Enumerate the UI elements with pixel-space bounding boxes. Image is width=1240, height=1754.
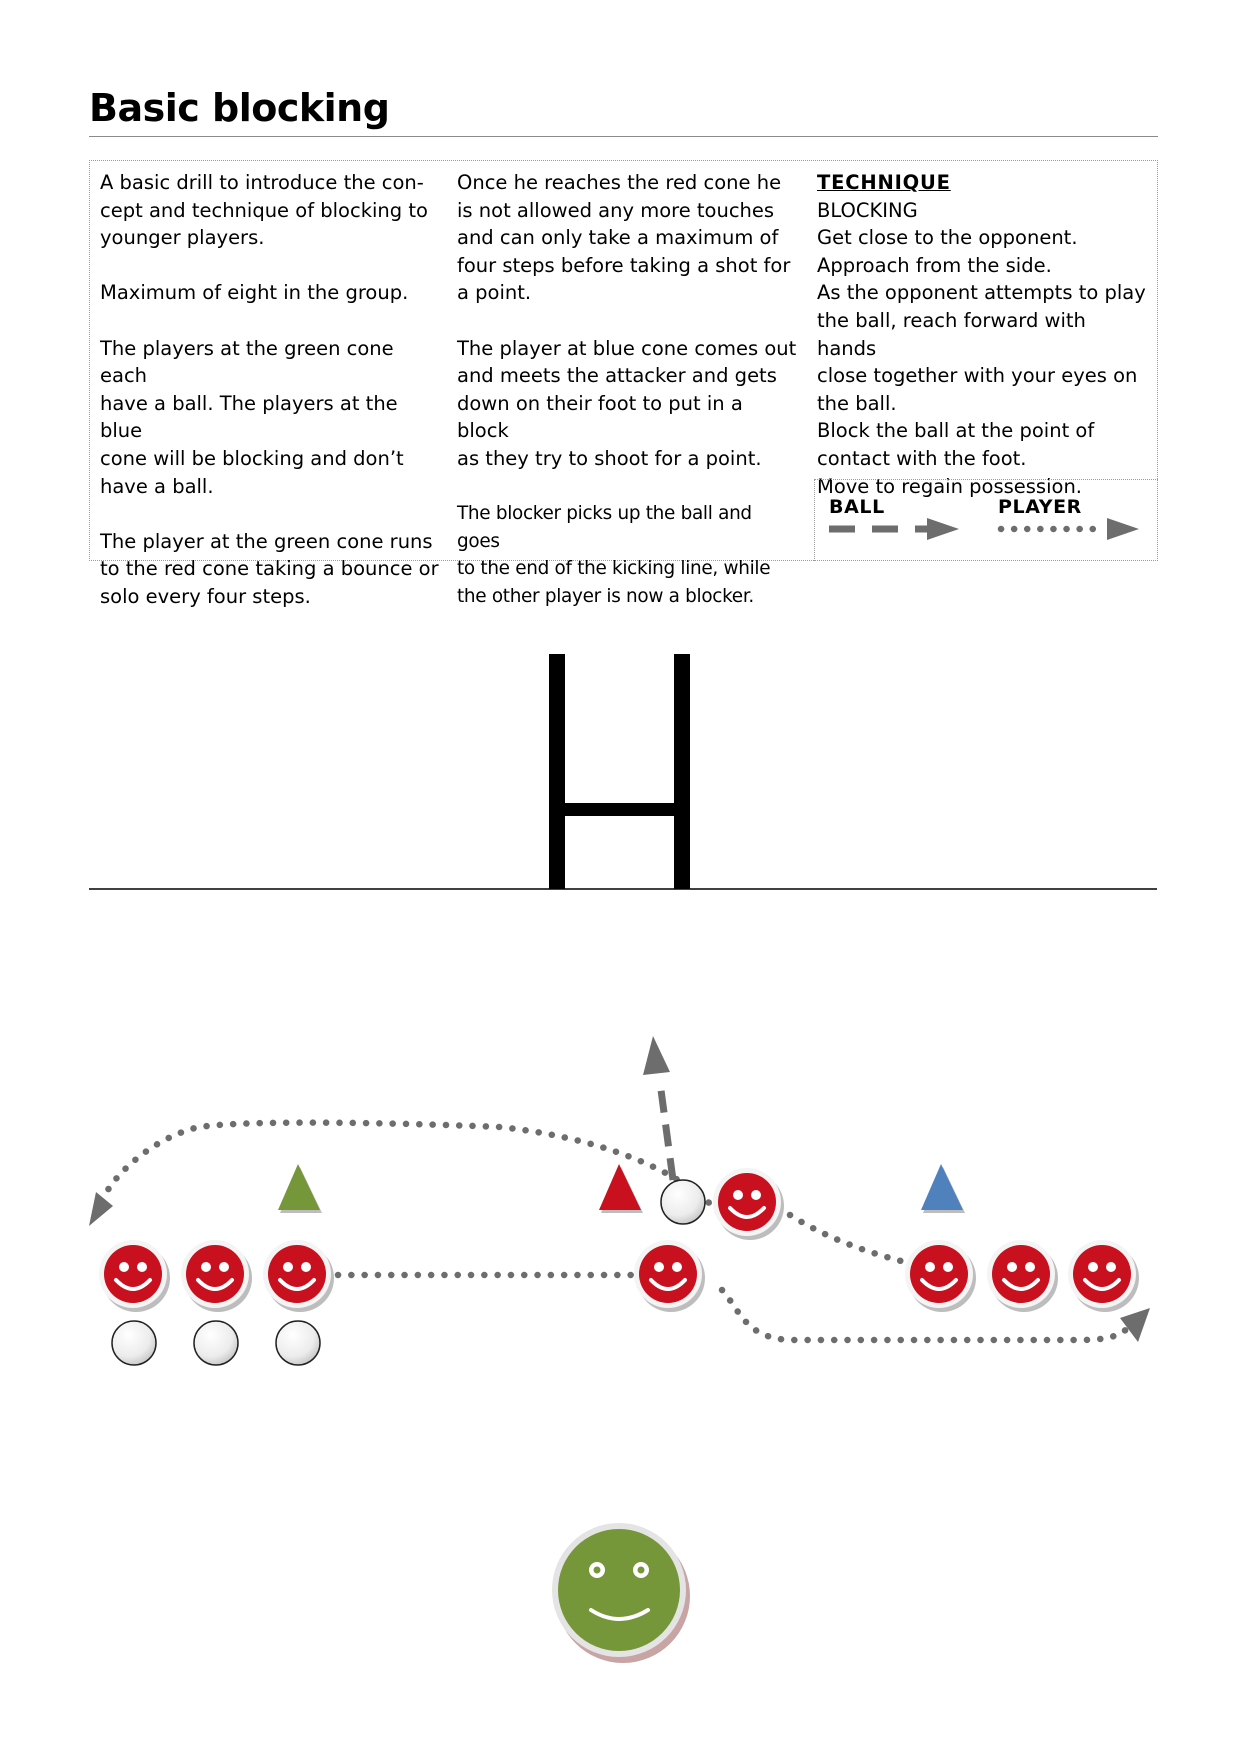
description-paragraph: A basic drill to introduce the con- cept and technique of blocking to younger players. — [100, 171, 428, 250]
goalpost — [549, 654, 690, 889]
ball — [112, 1321, 156, 1365]
legend-player-arrow-icon — [1001, 518, 1139, 540]
player-run-arrowhead — [89, 1192, 113, 1226]
description-column-2 — [457, 169, 797, 638]
attacker-player-icon — [181, 1240, 252, 1312]
page-title: Basic blocking — [89, 86, 390, 130]
attacker-player-icon — [263, 1240, 334, 1312]
description-paragraph: The players at the green cone each have a ball. The players at the blue cone will be blocking and don’t have a ball. — [100, 336, 404, 498]
attacker-player-icon — [99, 1240, 170, 1312]
drill-diagram — [0, 600, 1240, 1754]
drill-description-box — [89, 160, 1158, 608]
technique-point: Block the ball at the point of contact with the foot. — [817, 419, 1095, 470]
ball — [276, 1321, 320, 1365]
ball-path-arrowhead — [643, 1036, 670, 1075]
green-cone — [278, 1164, 322, 1213]
player-run-arrowhead — [1120, 1308, 1150, 1342]
technique-column — [817, 169, 1151, 500]
legend-arrows — [815, 480, 1158, 561]
technique-point: Approach from the side. — [817, 253, 1052, 277]
ball — [194, 1321, 238, 1365]
attacker-player-icon — [634, 1240, 705, 1312]
blocker-player-icon — [1068, 1240, 1139, 1312]
red-cone — [599, 1164, 643, 1213]
technique-point: Move to regain possession. — [817, 474, 1083, 498]
description-paragraph: The blocker picks up the ball and goes to the end of the kicking line, while the other player is now a blocker. — [457, 503, 771, 607]
description-paragraph: Once he reaches the red cone he is not allowed any more touches and can only take a maximum of four steps before taking a shot for a point. — [457, 171, 791, 305]
coach-icon — [552, 1523, 690, 1663]
player-run-path — [790, 1215, 905, 1262]
technique-heading: TECHNIQUE — [817, 171, 951, 194]
technique-point: As the opponent attempts to play the ball, reach forward with hands close together with your eyes on the ball. — [817, 281, 1146, 415]
description-paragraph: The player at blue cone comes out and meets the attacker and gets down on their foot to put in a block as they try to shoot for a point. — [457, 336, 797, 470]
legend-ball-label: BALL — [829, 496, 885, 518]
blocker-player-icon — [905, 1240, 976, 1312]
technique-point: Get close to the opponent. — [817, 226, 1078, 250]
blocker-player-icon — [987, 1240, 1058, 1312]
blocker-player-icon — [713, 1168, 784, 1240]
description-paragraph: The player at the green cone runs to the red cone taking a bounce or solo every four steps. — [100, 529, 439, 608]
blue-cone — [921, 1164, 965, 1213]
legend-ball-arrow-icon — [829, 518, 959, 540]
description-paragraph: Maximum of eight in the group. — [100, 281, 409, 305]
description-column-1 — [100, 169, 440, 638]
legend-player-label: PLAYER — [998, 496, 1082, 518]
arrow-legend — [814, 479, 1158, 561]
ball-path — [661, 1090, 673, 1180]
ball — [661, 1180, 705, 1224]
title-divider — [89, 136, 1158, 137]
technique-subheading: BLOCKING — [817, 198, 918, 222]
